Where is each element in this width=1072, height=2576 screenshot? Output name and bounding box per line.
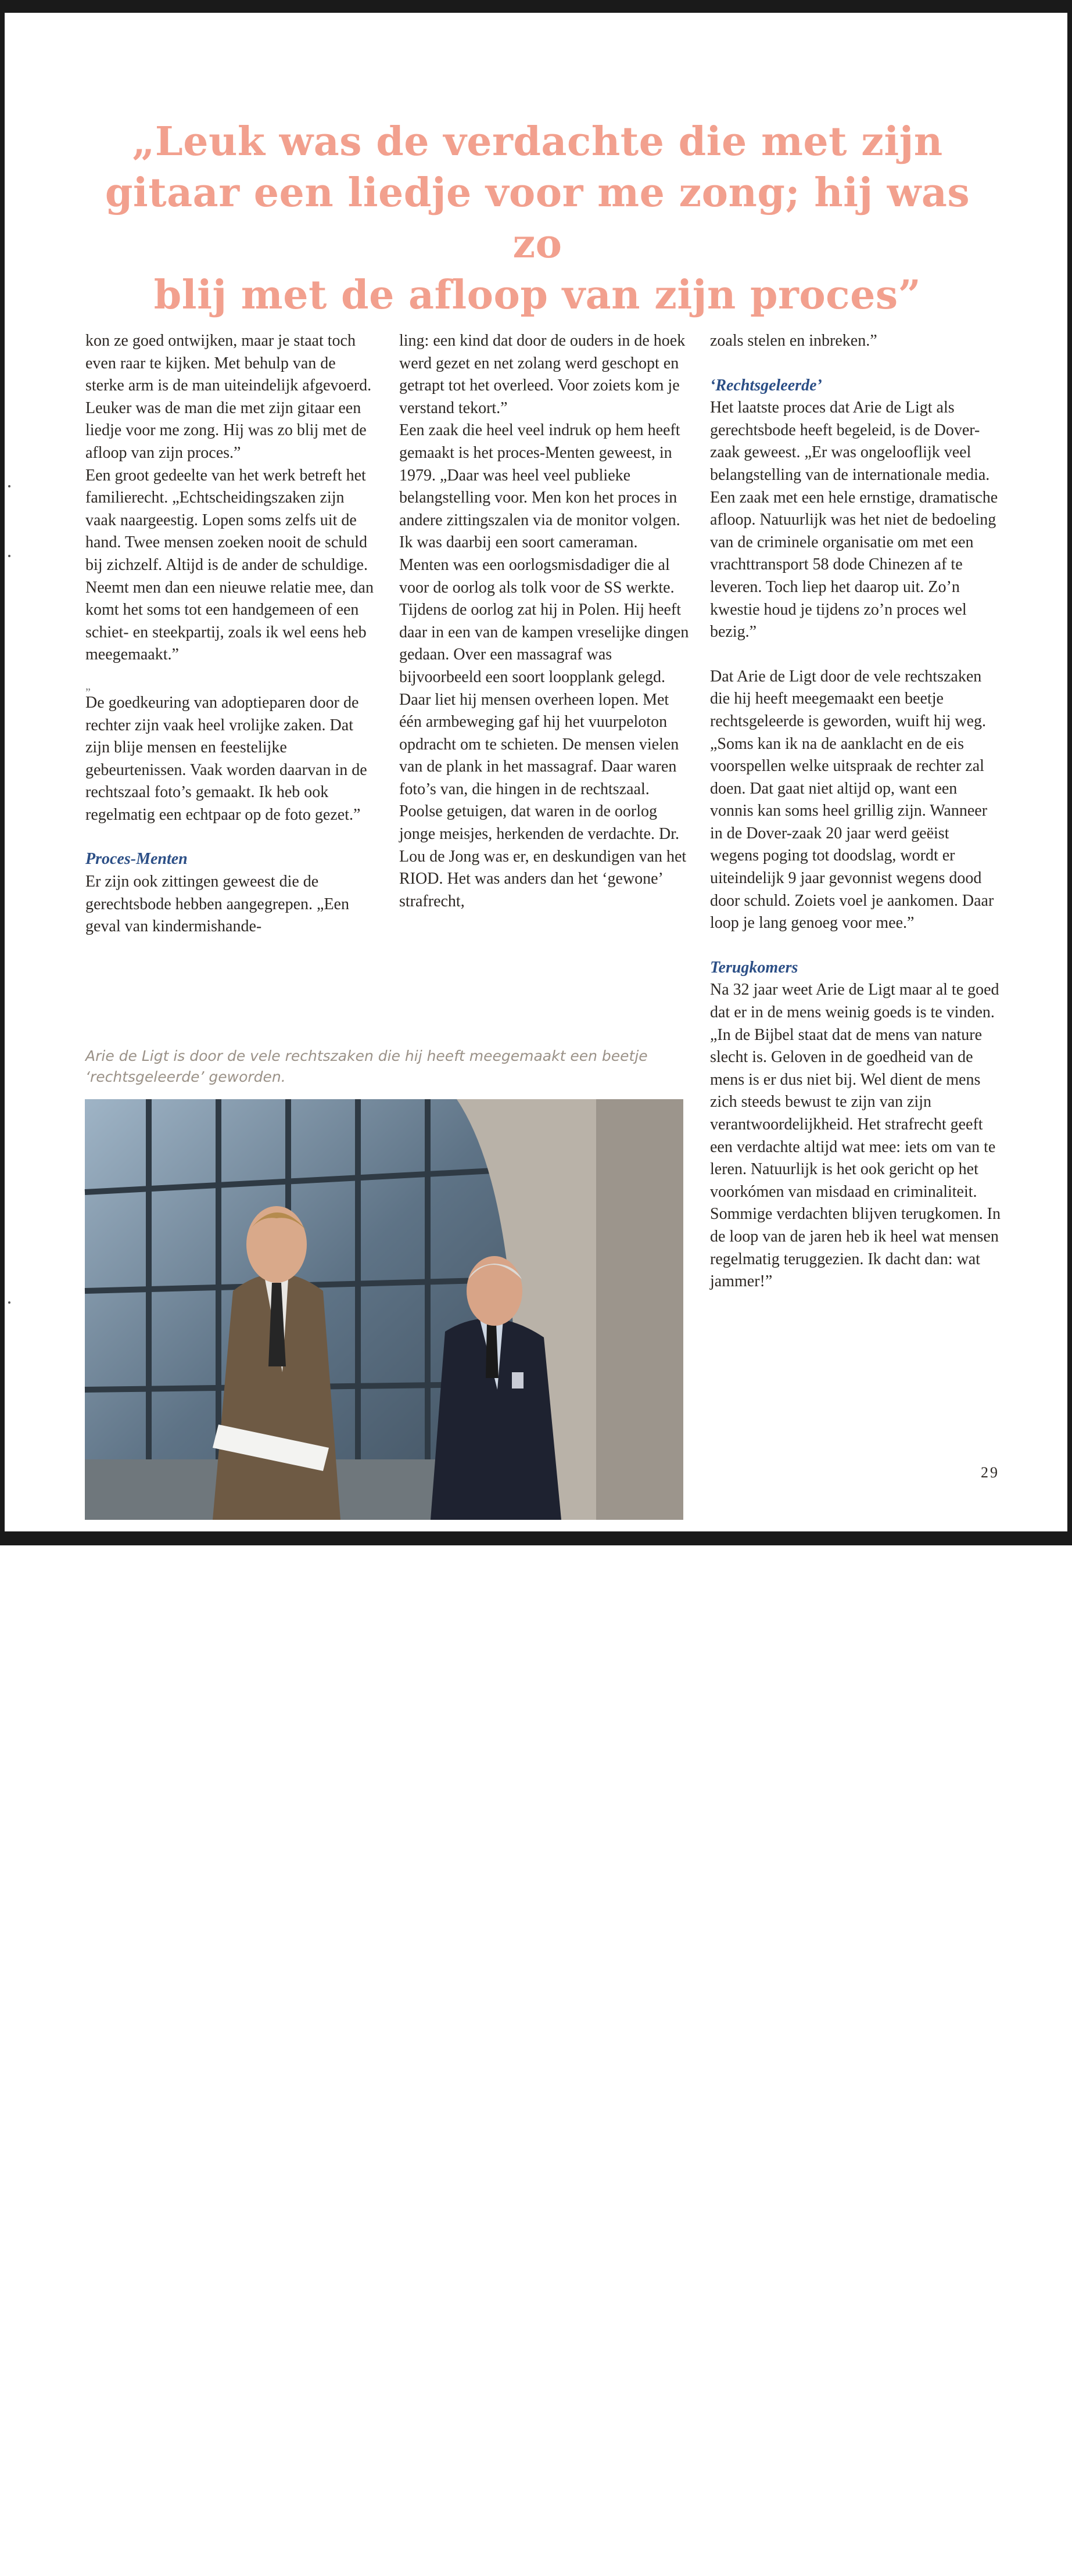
- headline-line-1: „Leuk was de verdachte die met zijn: [132, 119, 943, 165]
- scan-border-top: [0, 0, 1072, 13]
- col2-paragraph-1: ling: een kind dat door de ouders in de hoek werd gezet en net zolang werd geschopt en getrapt tot het overleed. Voor zoiets kom je verstand tekort.”: [399, 332, 686, 417]
- col1-paragraph-3: De goedkeuring van adoptieparen door de rechter zijn vaak heel vrolijke zaken. Dat zijn blije mensen en feestelijke gebeurtenissen. Vaak worden daarvan in de rechtszaal foto’s gemaakt. Ik heb ook regelmatig een echtpaar op de foto gezet.”: [85, 693, 367, 824]
- article-column-2: [399, 330, 690, 913]
- col1-paragraph-1: kon ze goed ontwijken, maar je staat toch even raar te kijken. Met behulp van de sterke arm is de man uiteindelijk afgevoerd. Leuker was de man die met zijn gitaar een liedje voor me zong. Hij was zo blij met de afloop van zijn proces.”: [85, 332, 372, 462]
- article-photo: [85, 1099, 683, 2575]
- photo-caption: Arie de Ligt is door de vele rechtszaken die hij heeft meegemaakt een beetje ‘rechtsgeleerde’ geworden.: [85, 1047, 648, 1085]
- margin-mark: [8, 1301, 10, 1304]
- col1-paragraph-4: Er zijn ook zittingen geweest die de gerechtsbode hebben aangegrepen. „Een geval van kindermishande-: [85, 873, 349, 936]
- scan-border-left: [0, 0, 5, 1545]
- page-number: 29: [981, 1464, 999, 1481]
- col3-paragraph-3: Dat Arie de Ligt door de vele rechtszaken die hij heeft meegemaakt een beetje rechtsgeleerde is geworden, wuift hij weg. „Soms kan ik na de aanklacht en de eis voorspellen welke uitspraak de rechter zal doen. Dat gaat niet altijd op, want een vonnis kan soms heel grillig zijn. Wanneer in de Dover-zaak 20 jaar werd geëist wegens poging tot doodslag, wordt er uiteindelijk 9 jaar gevonnist wegens dood door schuld. Zoiets voel je aankomen. Daar loop je lang genoeg voor mee.”: [710, 667, 994, 932]
- scan-border-bottom: [0, 1531, 1072, 1545]
- subhead-proces-menten: Proces-Menten: [85, 850, 188, 869]
- pull-quote-headline: [76, 116, 999, 321]
- article-column-3: [710, 330, 1001, 1293]
- margin-mark: [8, 485, 10, 487]
- subhead-terugkomers: Terugkomers: [710, 958, 798, 977]
- headline-line-3: blij met de afloop van zijn proces”: [153, 272, 922, 318]
- article-column-1: [85, 330, 376, 938]
- subhead-rechtsgeleerde: ‘Rechtsgeleerde’: [710, 376, 822, 394]
- scan-border-right: [1067, 0, 1072, 1545]
- col3-paragraph-2: Het laatste proces dat Arie de Ligt als gerechtsbode heeft begeleid, is de Dover-zaak geweest. „Er was ongelooflijk veel belangstelling van de internationale media. Een zaak met een hele ernstige, dramatische afloop. Natuurlijk was het niet de bedoeling van de criminele organisatie om met een vrachttransport 58 dode Chinezen af te leveren. Toch liep het daarop uit. Zo’n kwestie houd je tijdens zo’n proces wel bezig.”: [710, 399, 998, 641]
- margin-mark: [8, 555, 10, 557]
- photo-illustration: [85, 1099, 683, 1520]
- magazine-footer: TERDEGE - 18 JULI 2001: [160, 2561, 377, 2575]
- stray-quote-mark: „: [85, 679, 91, 693]
- headline-line-2: gitaar een liedje voor me zong; hij was zo: [105, 170, 970, 267]
- col1-paragraph-2: Een groot gedeelte van het werk betreft het familierecht. „Echtscheidingszaken zijn vaak naargeestig. Lopen soms zelfs uit de hand. Twee mensen zoeken nooit de schuld bij zichzelf. Altijd is de ander de schuldige. Neemt men dan een nieuwe relatie mee, dan komt het soms tot een handgemeen of een schiet- en steekpartij, zoals ik wel eens heb meegemaakt.”: [85, 466, 374, 664]
- col3-paragraph-1: zoals stelen en inbreken.”: [710, 332, 877, 350]
- col2-paragraph-2: Een zaak die heel veel indruk op hem heeft gemaakt is het proces-Menten geweest, in 1979. „Daar was heel veel publieke belangstelling voor. Men kon het proces in andere zittingszalen via de monitor volgen. Ik was daarbij een soort cameraman. Menten was een oorlogsmisdadiger die al voor de oorlog als tolk voor de SS werkte. Tijdens de oorlog zat hij in Polen. Hij heeft daar in een van de kampen vreselijke dingen gedaan. Over een massagraf was bijvoorbeeld een soort loopplank gelegd. Daar liet hij mensen overheen lopen. Met één armbeweging gaf hij het vuurpeloton opdracht om te schieten. De mensen vielen van de plank in het massagraf. Daar waren foto’s van, die hingen in de rechtszaal. Poolse getuigen, dat waren in de oorlog jonge meisjes, herkenden de verdachte. Dr. Lou de Jong was er, en deskundigen van het RIOD. Het was anders dan het ‘gewone’ strafrecht,: [399, 421, 689, 910]
- col3-paragraph-4: Na 32 jaar weet Arie de Ligt maar al te goed dat er in de mens weinig goeds is te vinden. „In de Bijbel staat dat de mens van nature slecht is. Geloven in de goedheid van de mens is er dus niet bij. Wel dient de mens zich steeds bewust te zijn van zijn verantwoordelijkheid. Het strafrecht geeft een verdachte altijd wat mee: iets om van te leren. Natuurlijk is het ook gericht op het voorkómen van misdaad en criminaliteit. Sommige verdachten blijven terugkomen. In de loop van de jaren heb ik heel wat mensen regelmatig teruggezien. Ik dacht dan: wat jammer!”: [710, 981, 1001, 1291]
